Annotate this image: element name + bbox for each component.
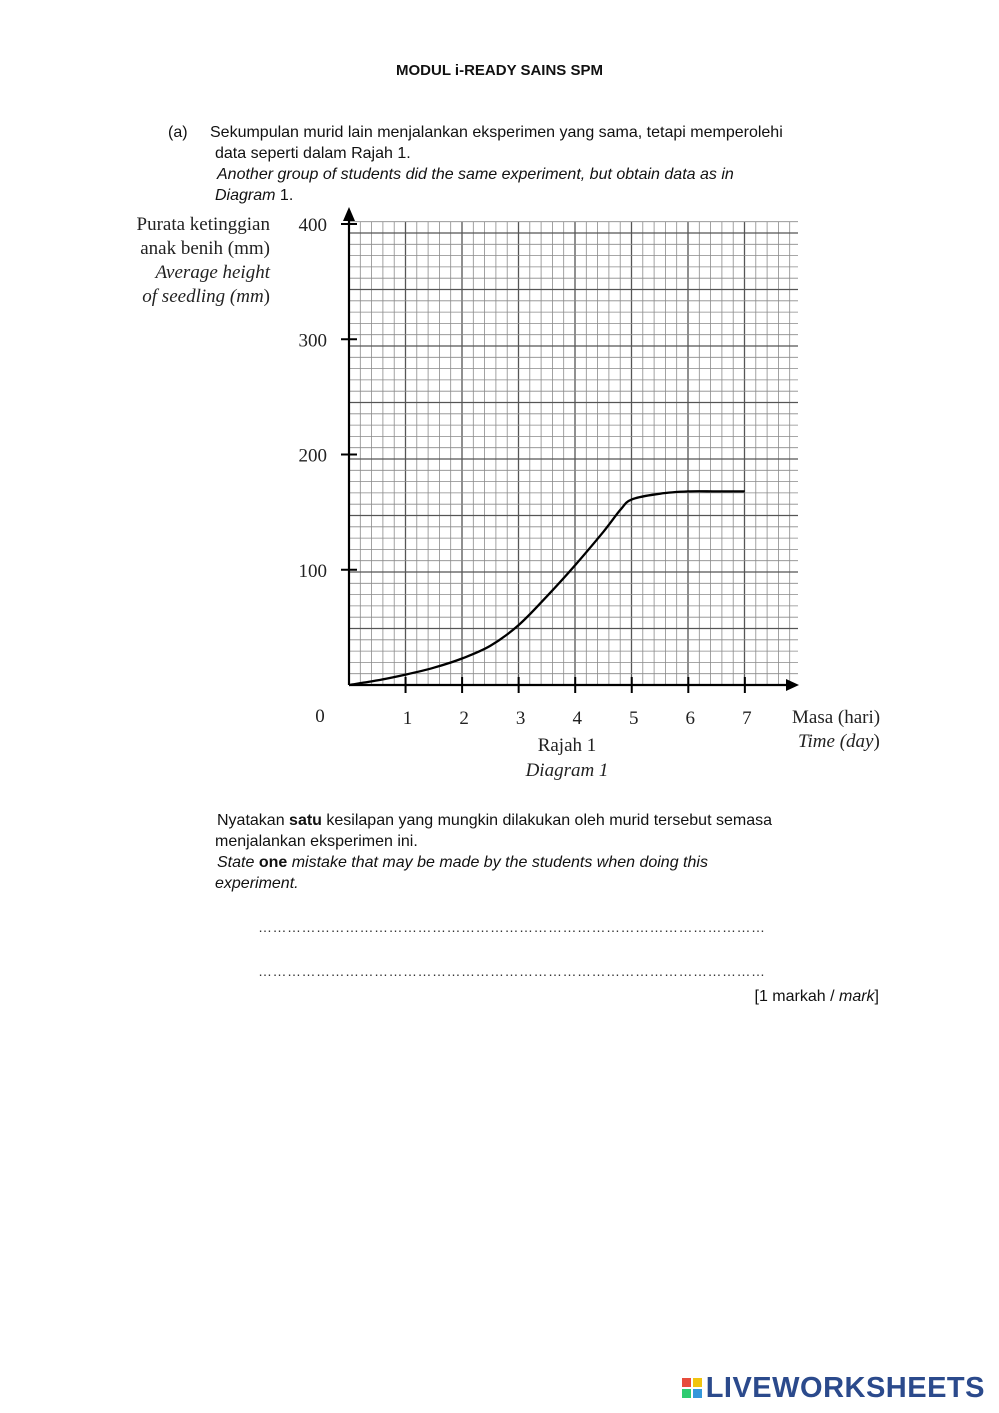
y-axis-arrow [343,207,355,221]
y-tick-label: 400 [298,215,327,236]
x-tick-label: 2 [459,708,469,729]
x-tick-label: 6 [685,708,696,729]
instruction-ms-line1: Nyatakan satu kesilapan yang mungkin dilakukan oleh murid tersebut semasa [217,812,772,829]
answer-line-2[interactable]: …………………………………………………………………………………………… [258,963,766,979]
x-axis-label [792,706,880,754]
y-label-ms-2: anak benih (mm) [140,238,270,259]
y-tick-label: 100 [298,560,327,582]
chart-title-en: Diagram 1 [525,760,609,781]
x-tick-label: 5 [629,708,639,729]
instruction-en-line2: experiment. [215,875,299,892]
answer-line-1[interactable]: …………………………………………………………………………………………… [258,919,766,935]
y-label-en-2: of seedling (mm) [142,286,270,307]
question-en-line1: Another group of students did the same experiment, but obtain data as in [217,166,734,183]
question-part-label: (a) [168,124,188,141]
x-tick-label: 1 [402,708,413,729]
y-tick-label: 200 [298,445,327,467]
y-label-ms-1: Purata ketinggian [136,214,270,235]
question-en-line2: Diagram 1. [215,187,294,204]
page-header-title: MODUL i-READY SAINS SPM [396,62,603,79]
growth-curve-line [349,491,745,685]
liveworksheets-icon [682,1378,702,1398]
x-tick-label: 4 [572,708,582,729]
liveworksheets-brand: LIVEWORKSHEETS [705,1371,985,1404]
x-axis-arrow [786,679,799,691]
liveworksheets-logo[interactable] [682,1372,985,1404]
y-tick-label: 300 [298,330,327,352]
question-ms-line1: Sekumpulan murid lain menjalankan eksperimen yang sama, tetapi memperolehi [210,124,783,141]
x-label-ms: Masa (hari) [792,707,881,728]
origin-label: 0 [315,706,325,727]
y-label-en-1: Average height [155,262,270,283]
x-tick-label: 3 [515,708,526,729]
instruction-ms-line2: menjalankan eksperimen ini. [215,833,418,850]
instruction-en-line1: State one mistake that may be made by the students when doing this [217,854,708,871]
chart-title-ms: Rajah 1 [537,735,597,756]
marks-label: [1 markah / mark] [754,988,879,1005]
x-label-en: Time (day) [798,731,880,752]
chart-caption [467,733,667,783]
question-ms-line2: data seperti dalam Rajah 1. [215,145,411,162]
x-tick-label: 7 [742,708,752,729]
